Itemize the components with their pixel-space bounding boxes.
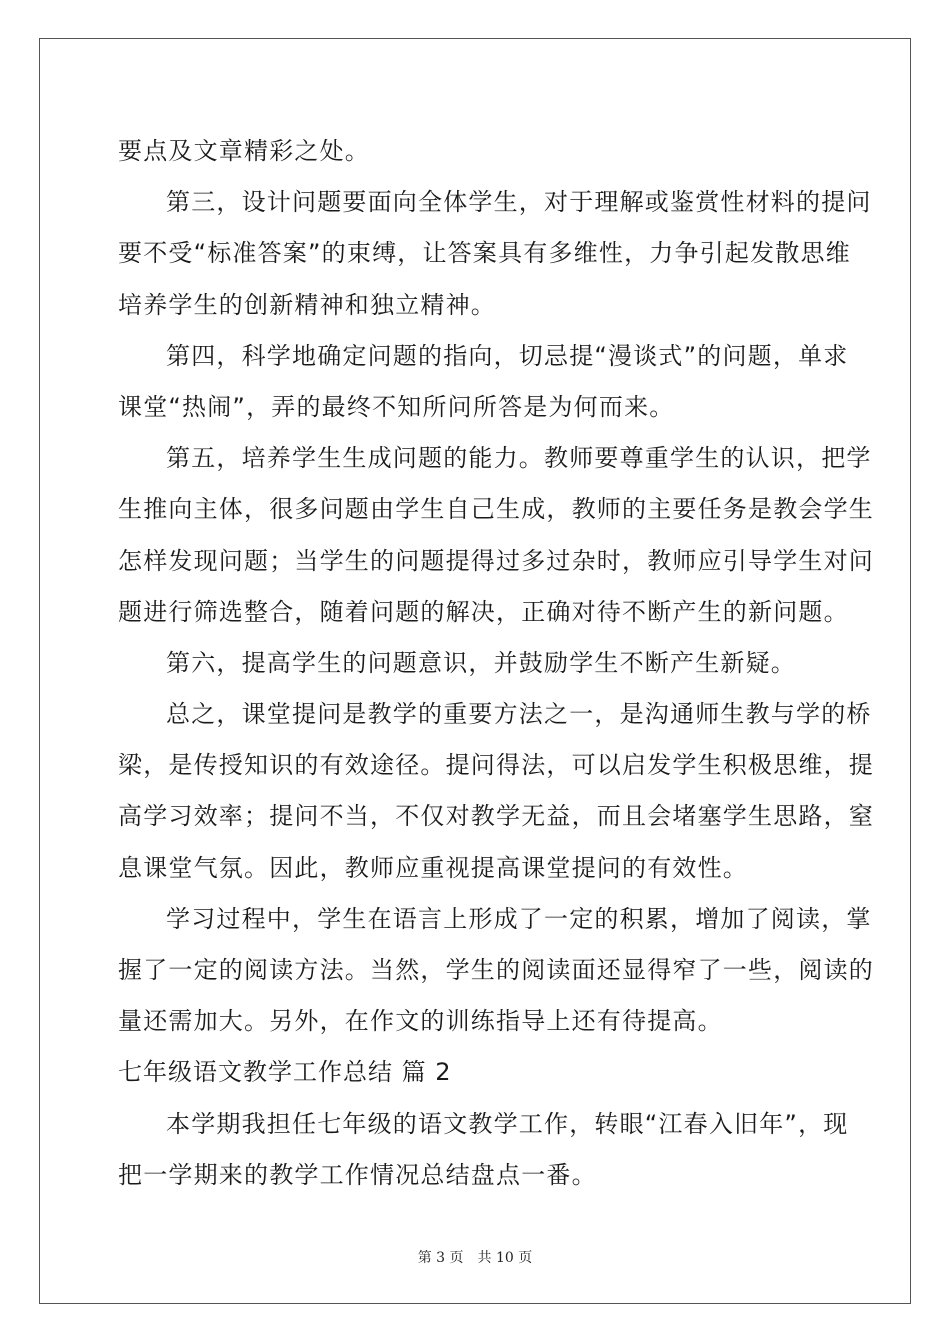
paragraph-line: 总之，课堂提问是教学的重要方法之一，是沟通师生教与学的桥 <box>166 700 872 729</box>
paragraph-line: 握了一定的阅读方法。当然，学生的阅读面还显得窄了一些，阅读的 <box>118 956 874 984</box>
paragraph-line: 要不受“标准答案”的束缚，让答案具有多维性，力争引起发散思维 <box>118 239 851 268</box>
paragraph-line: 第三，设计问题要面向全体学生，对于理解或鉴赏性材料的提问 <box>166 188 872 217</box>
page-total: 共 10 页 <box>477 1250 533 1266</box>
paragraph-line: 量还需加大。另外，在作文的训练指导上还有待提高。 <box>118 1007 723 1036</box>
paragraph-line: 息课堂气氛。因此，教师应重视提高课堂提问的有效性。 <box>118 853 748 882</box>
paragraph-line: 学习过程中，学生在语言上形成了一定的积累，增加了阅读，掌 <box>166 904 872 933</box>
paragraph-line: 第五，培养学生生成问题的能力。教师要尊重学生的认识，把学 <box>166 444 872 473</box>
paragraph-line: 第四，科学地确定问题的指向，切忌提“漫谈式”的问题，单求 <box>166 341 849 370</box>
paragraph-line: 生推向主体，很多问题由学生自己生成，教师的主要任务是教会学生 <box>118 495 874 524</box>
paragraph-line: 把一学期来的教学工作情况总结盘点一番。 <box>118 1160 597 1189</box>
paragraph-line: 题进行筛选整合，随着问题的解决，正确对待不断产生的新问题。 <box>118 597 849 626</box>
paragraph-line: 高学习效率；提问不当，不仅对教学无益，而且会堵塞学生思路，窒 <box>118 802 874 831</box>
page-footer <box>0 1247 950 1267</box>
paragraph-line: 梁，是传授知识的有效途径。提问得法，可以启发学生积极思维，提 <box>118 751 874 780</box>
page-number: 第 3 页 <box>417 1250 464 1266</box>
paragraph-line: 课堂“热闹”，弄的最终不知所问所答是为何而来。 <box>118 392 675 421</box>
paragraph-line: 本学期我担任七年级的语文教学工作，转眼“江春入旧年”，现 <box>166 1109 849 1138</box>
paragraph-line: 怎样发现问题；当学生的问题提得过多过杂时，教师应引导学生对问 <box>118 546 874 575</box>
section-heading: 七年级语文教学工作总结 篇 2 <box>118 1058 452 1087</box>
paragraph-line: 培养学生的创新精神和独立精神。 <box>118 290 496 319</box>
paragraph-line: 第六，提高学生的问题意识，并鼓励学生不断产生新疑。 <box>166 648 796 677</box>
document-body <box>118 126 874 1201</box>
paragraph-line: 要点及文章精彩之处。 <box>118 137 370 165</box>
